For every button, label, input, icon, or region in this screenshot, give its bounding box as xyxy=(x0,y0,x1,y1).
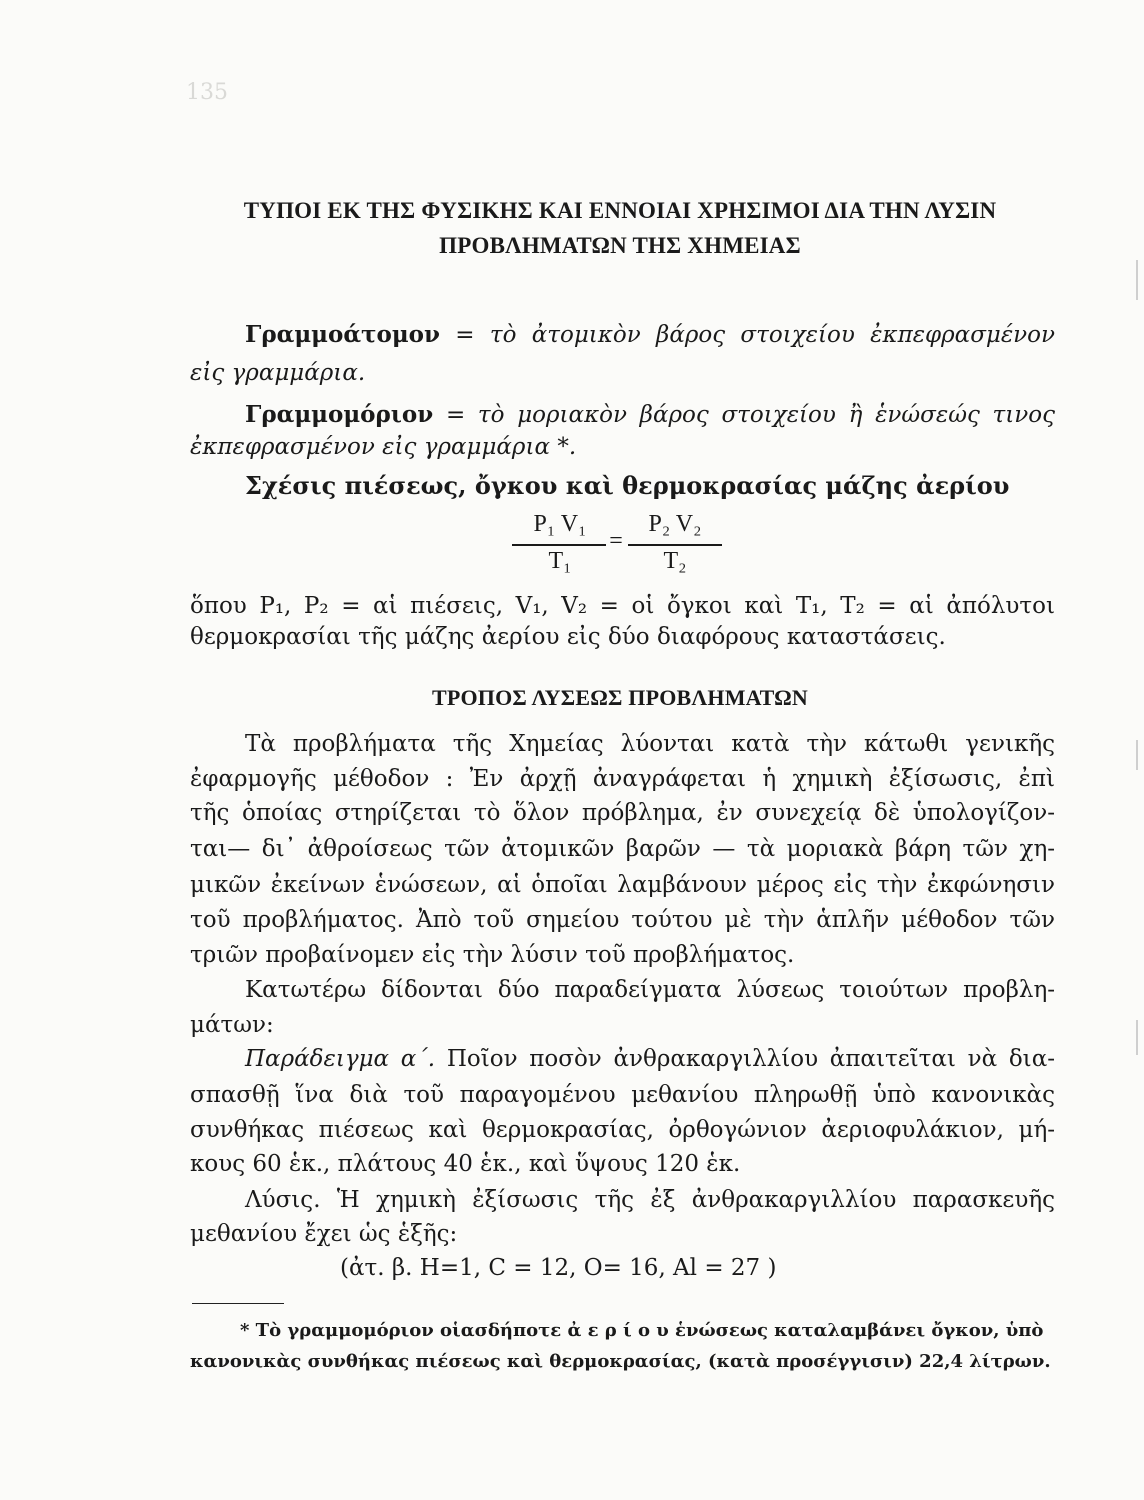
method-line: τριῶν προβαίνομεν εἰς τὴν λύσιν τοῦ προβλήματος. xyxy=(190,942,795,968)
example-label: Παράδειγμα α΄. xyxy=(245,1046,436,1072)
scan-edge-mark xyxy=(1136,740,1138,770)
method-line: μικῶν ἐκείνων ἑνώσεων, αἱ ὁποῖαι λαμβάνουν μέρος εἰς τὴν ἐκφώνησιν xyxy=(190,872,1055,898)
formula-fraction-bar-right xyxy=(628,544,722,546)
def-gramatom-cont: εἰς γραμμάρια. xyxy=(190,360,366,386)
relation-title: Σχέσις πιέσεως, ὄγκου καὶ θερμοκρασίας μάζης ἀερίου xyxy=(245,471,1010,500)
definition-grammol xyxy=(245,403,1055,427)
def-gramatom: = τὸ ἀτομικὸν βάρος στοιχείου ἐκπεφρασμένον xyxy=(439,322,1055,348)
method-line: τῆς ὁποίας στηρίζεται τὸ ὅλον πρόβλημα, ἐν συνεχείᾳ δὲ ὑπολογίζον- xyxy=(190,800,1055,826)
def-grammol: = τὸ μοριακὸν βάρος στοιχείου ἢ ἑνώσεώς τινος xyxy=(433,402,1055,428)
solution-line: Λύσις. Ἡ χημικὴ ἐξίσωσις τῆς ἐξ ἀνθρακαργιλλίου παρασκευῆς xyxy=(245,1187,1055,1213)
formula-fraction-bar-left xyxy=(512,544,606,546)
term-grammol: Γραμμομόριον xyxy=(245,401,434,428)
solution-line: μεθανίου ἔχει ὡς ἑξῆς: xyxy=(190,1221,458,1247)
examples-intro-line: Κατωτέρω δίδονται δύο παραδείγματα λύσεως τοιούτων προβλη- xyxy=(245,977,1055,1003)
heading-line-2: ΠΡΟΒΛΗΜΑΤΩΝ ΤΗΣ ΧΗΜΕΙΑΣ xyxy=(439,233,801,258)
footnote-line-2: κανονικὰς συνθήκας πιέσεως καὶ θερμοκρασίας, (κατὰ προσέγγισιν) 22,4 λίτρων. xyxy=(190,1351,1051,1372)
heading-line-1: ΤΥΠΟΙ ΕΚ ΤΗΣ ΦΥΣΙΚΗΣ ΚΑΙ ΕΝΝΟΙΑΙ ΧΡΗΣΙΜΟΙ ΔΙΑ ΤΗΝ ΛΥΣΙΝ xyxy=(243,198,997,223)
formula-denominator-left: T₁ xyxy=(548,548,572,574)
formula-explanation-1: ὅπου P₁, P₂ = αἱ πιέσεις, V₁, V₂ = οἱ ὄγκοι καὶ T₁, T₂ = αἱ ἀπόλυτοι xyxy=(190,593,1055,619)
footnote-rule xyxy=(192,1303,284,1304)
footnote-line-1: * Τὸ γραμμομόριον οἱασδήποτε ἀ ε ρ ί ο υ ἑνώσεως καταλαμβάνει ὄγκον, ὑπὸ xyxy=(240,1320,1044,1341)
formula-numerator-left: P₁ V₁ xyxy=(533,511,587,537)
scan-edge-mark xyxy=(1136,1020,1138,1055)
term-gramatom: Γραμμοάτομον xyxy=(245,321,440,348)
method-line: τοῦ προβλήματος. Ἀπὸ τοῦ σημείου τούτου μὲ τὴν ἁπλῆν μέθοδον τῶν xyxy=(190,907,1055,933)
example-text: Ποῖον ποσὸν ἀνθρακαργιλλίου ἀπαιτεῖται νὰ δια- xyxy=(435,1046,1055,1072)
def-grammol-cont: ἐκπεφρασμένον εἰς γραμμάρια *. xyxy=(190,434,577,460)
formula-equals: = xyxy=(609,528,623,554)
formula-denominator-right: T₂ xyxy=(663,548,687,574)
method-line: ἐφαρμογῆς μέθοδον : Ἐν ἀρχῇ ἀναγράφεται ἡ χημικὴ ἐξίσωσις, ἐπὶ xyxy=(190,766,1055,792)
examples-intro-line: μάτων: xyxy=(190,1012,274,1038)
ghost-page-number: 135 xyxy=(186,80,228,105)
formula-explanation-2: θερμοκρασίαι τῆς μάζης ἀερίου εἰς δύο διαφόρους καταστάσεις. xyxy=(190,624,946,650)
formula-numerator-right: P₂ V₂ xyxy=(648,511,702,537)
section-title: ΤΡΟΠΟΣ ΛΥΣΕΩΣ ΠΡΟΒΛΗΜΑΤΩΝ xyxy=(431,685,809,710)
example-line: κους 60 ἑκ., πλάτους 40 ἑκ., καὶ ὕψους 120 ἑκ. xyxy=(190,1151,741,1177)
method-line: ται— δι᾽ ἀθροίσεως τῶν ἀτομικῶν βαρῶν — τὰ μοριακὰ βάρη τῶν χη- xyxy=(190,836,1055,862)
scan-edge-mark xyxy=(1136,260,1138,300)
method-line: Τὰ προβλήματα τῆς Χημείας λύονται κατὰ τὴν κάτωθι γενικῆς xyxy=(245,731,1055,757)
definition-gramatom xyxy=(245,323,1055,347)
atomic-weights: (ἀτ. β. H=1, C = 12, O= 16, Al = 27 ) xyxy=(340,1255,777,1281)
example-line: σπασθῇ ἵνα διὰ τοῦ παραγομένου μεθανίου πληρωθῇ ὑπὸ κανονικὰς xyxy=(190,1082,1055,1108)
example-line: συνθήκας πιέσεως καὶ θερμοκρασίας, ὀρθογώνιον ἀεριοφυλάκιον, μή- xyxy=(190,1117,1055,1143)
example-heading-line xyxy=(245,1048,1055,1071)
